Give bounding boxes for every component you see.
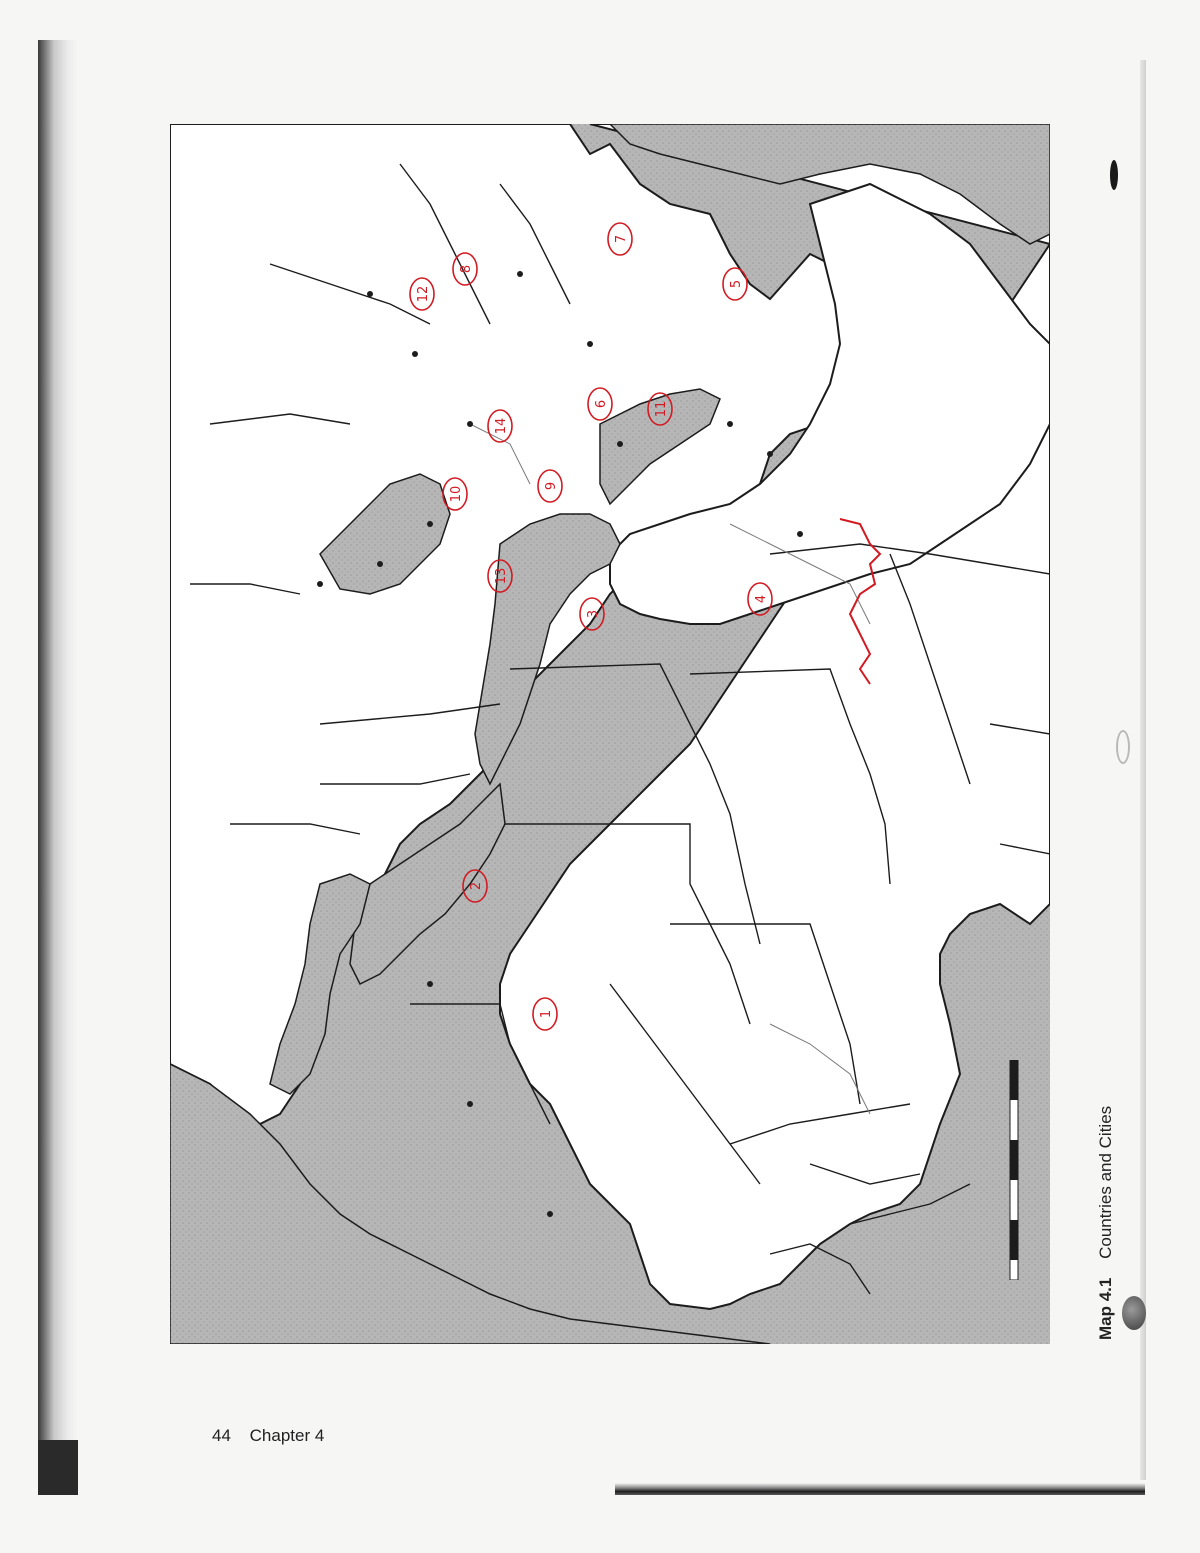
annotation-number: 11: [654, 400, 669, 418]
annotation-number: 4: [754, 594, 769, 604]
annotation-number: 5: [729, 279, 744, 289]
annotation-number: 3: [586, 609, 601, 619]
annotation-number: 7: [614, 234, 629, 244]
page-fold-shadow: [1140, 60, 1146, 1480]
page-bottom-rule: [615, 1483, 1145, 1495]
annotation-number: 1: [539, 1009, 554, 1019]
page-number: 44: [212, 1426, 231, 1445]
annotation-number: 13: [494, 567, 509, 585]
europe-outline-map: [170, 124, 1050, 1344]
scan-binding-edge: [38, 40, 78, 1490]
punch-hole-middle: [1116, 730, 1130, 764]
annotation-number: 6: [594, 399, 609, 409]
map-scale-bar: [1004, 1060, 1028, 1280]
annotation-number: 8: [459, 264, 474, 274]
publisher-logo-icon: [1122, 1296, 1146, 1330]
map-caption: [1096, 1040, 1116, 1340]
scan-binding-corner: [38, 1440, 78, 1495]
annotation-number: 2: [469, 881, 484, 891]
chapter-label: Chapter 4: [249, 1426, 325, 1445]
punch-hole-top: [1110, 160, 1118, 190]
annotation-number: 10: [449, 485, 464, 503]
annotation-number: 14: [494, 417, 509, 435]
page-footer: [212, 1426, 324, 1446]
annotation-number: 12: [416, 285, 431, 303]
caption-title: Countries and Cities: [1096, 1105, 1115, 1259]
annotation-number: 9: [544, 481, 559, 491]
caption-label: Map 4.1: [1096, 1277, 1115, 1340]
